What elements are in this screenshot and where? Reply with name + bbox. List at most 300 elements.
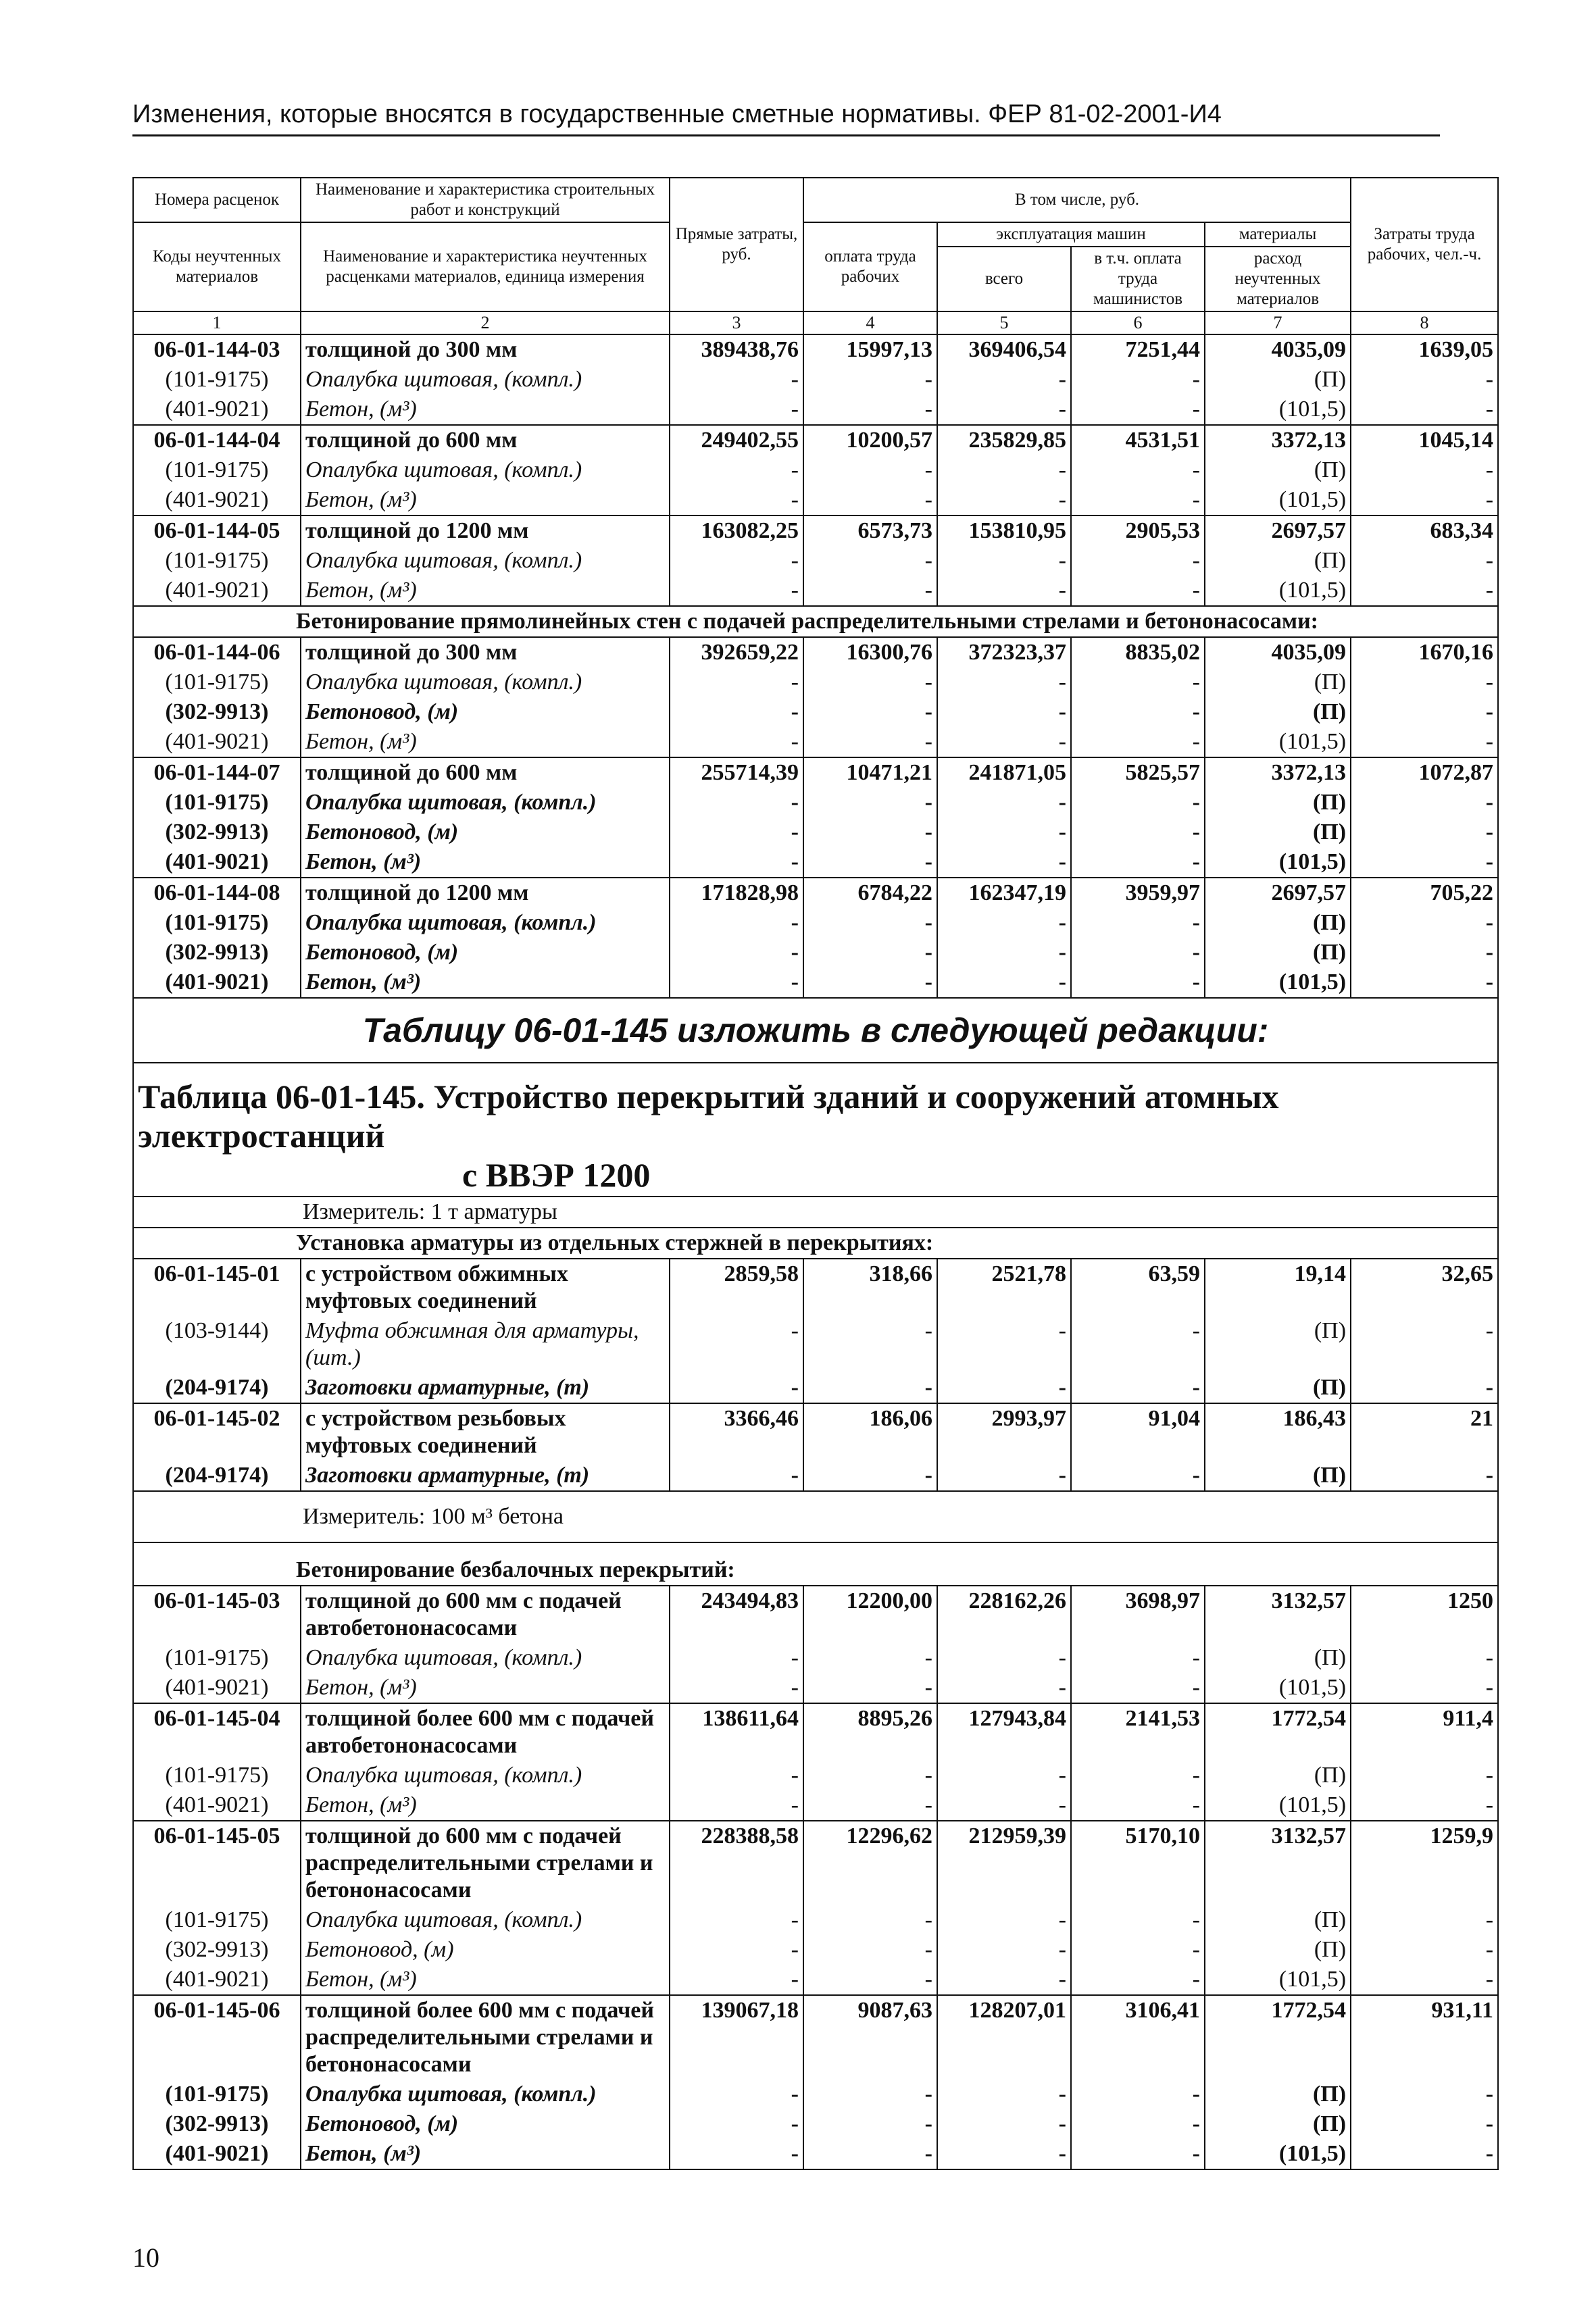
machinist-pay: 8835,02 <box>1071 637 1205 668</box>
rate-code: (302-9913) <box>133 938 301 967</box>
direct-costs: - <box>670 1790 803 1821</box>
worker-pay: 318,66 <box>803 1259 937 1316</box>
labor-hours: - <box>1351 1965 1498 1995</box>
worker-pay: - <box>803 1316 937 1373</box>
direct-costs: - <box>670 576 803 606</box>
col-num: 3 <box>670 311 803 334</box>
material-row <box>133 2109 1498 2139</box>
worker-pay: 8895,26 <box>803 1703 937 1761</box>
rate-row <box>133 1259 1498 1316</box>
labor-hours: - <box>1351 938 1498 967</box>
material-row <box>133 697 1498 727</box>
machines-total: - <box>937 1673 1071 1703</box>
machinist-pay: - <box>1071 908 1205 938</box>
rate-name: Опалубка щитовая, (компл.) <box>301 788 670 818</box>
direct-costs: 139067,18 <box>670 1995 803 2080</box>
direct-costs: - <box>670 1461 803 1491</box>
worker-pay: - <box>803 2109 937 2139</box>
labor-hours: - <box>1351 395 1498 425</box>
rates-table-wrapper <box>132 177 1497 2170</box>
rate-code: 06-01-144-04 <box>133 425 301 455</box>
worker-pay: 10471,21 <box>803 757 937 788</box>
col1-head-b: Коды неучтенных материалов <box>133 222 301 311</box>
machinist-pay: - <box>1071 455 1205 485</box>
materials: (П) <box>1205 1461 1351 1491</box>
rate-code: 06-01-145-02 <box>133 1403 301 1461</box>
machines-total: - <box>937 668 1071 697</box>
machines-total: - <box>937 2080 1071 2109</box>
machinist-pay: 4531,51 <box>1071 425 1205 455</box>
table-title <box>133 1063 1498 1197</box>
edit-note: Таблицу 06-01-145 изложить в следующей редакции: <box>133 998 1498 1063</box>
machinist-pay: - <box>1071 697 1205 727</box>
col3-head: Прямые затраты, руб. <box>670 178 803 311</box>
col4-head: оплата труда рабочих <box>803 222 937 311</box>
machinist-pay: 2141,53 <box>1071 1703 1205 1761</box>
rate-code: 06-01-144-07 <box>133 757 301 788</box>
rate-name: Бетон, (м³) <box>301 727 670 757</box>
rate-code: (401-9021) <box>133 847 301 878</box>
machinist-pay: 5825,57 <box>1071 757 1205 788</box>
material-row <box>133 1761 1498 1790</box>
col-num: 5 <box>937 311 1071 334</box>
worker-pay: - <box>803 1761 937 1790</box>
rate-code: (401-9021) <box>133 727 301 757</box>
direct-costs: - <box>670 938 803 967</box>
rate-code: (401-9021) <box>133 1965 301 1995</box>
rate-name: Бетон, (м³) <box>301 847 670 878</box>
machines-total: 153810,95 <box>937 515 1071 546</box>
machinist-pay: 3698,97 <box>1071 1586 1205 1643</box>
machinist-pay: - <box>1071 1790 1205 1821</box>
col7-head: расход неучтенных материалов <box>1205 247 1351 311</box>
rate-name: толщиной до 600 мм <box>301 757 670 788</box>
worker-pay: - <box>803 967 937 998</box>
machines-total: 369406,54 <box>937 334 1071 365</box>
rate-name: Бетон, (м³) <box>301 1673 670 1703</box>
worker-pay: - <box>803 1905 937 1935</box>
materials: 3132,57 <box>1205 1586 1351 1643</box>
worker-pay: 12296,62 <box>803 1821 937 1905</box>
rate-name: Бетон, (м³) <box>301 395 670 425</box>
machines-total: - <box>937 1373 1071 1403</box>
direct-costs: 163082,25 <box>670 515 803 546</box>
labor-hours: 1072,87 <box>1351 757 1498 788</box>
machines-total: 228162,26 <box>937 1586 1071 1643</box>
table-title-line2: с ВВЭР 1200 <box>462 1156 651 1194</box>
rate-row <box>133 1403 1498 1461</box>
rate-name: Заготовки арматурные, (т) <box>301 1461 670 1491</box>
rate-code: (401-9021) <box>133 2139 301 2169</box>
rate-name: Опалубка щитовая, (компл.) <box>301 668 670 697</box>
worker-pay: - <box>803 938 937 967</box>
rate-code: 06-01-144-08 <box>133 878 301 908</box>
labor-hours: - <box>1351 1373 1498 1403</box>
rate-code: 06-01-144-06 <box>133 637 301 668</box>
table-title-line1: Таблица 06-01-145. Устройство перекрытий зданий и сооружений атомных электростанций <box>138 1078 1279 1155</box>
machinist-pay: - <box>1071 1316 1205 1373</box>
section-heading: Бетонирование безбалочных перекрытий: <box>133 1542 1498 1586</box>
machinist-pay: - <box>1071 727 1205 757</box>
materials: (101,5) <box>1205 1790 1351 1821</box>
worker-pay: - <box>803 1965 937 1995</box>
col6-head: в т.ч. оплата труда машинистов <box>1071 247 1205 311</box>
labor-hours: 1639,05 <box>1351 334 1498 365</box>
col-num: 8 <box>1351 311 1498 334</box>
worker-pay: - <box>803 908 937 938</box>
materials: 3372,13 <box>1205 425 1351 455</box>
materials: (П) <box>1205 668 1351 697</box>
labor-hours: - <box>1351 847 1498 878</box>
rate-name: толщиной до 300 мм <box>301 334 670 365</box>
materials: (101,5) <box>1205 2139 1351 2169</box>
direct-costs: - <box>670 546 803 576</box>
labor-hours: - <box>1351 1673 1498 1703</box>
rate-code: (101-9175) <box>133 365 301 395</box>
rate-code: (302-9913) <box>133 818 301 847</box>
worker-pay: - <box>803 2139 937 2169</box>
machines-total: - <box>937 546 1071 576</box>
labor-hours: - <box>1351 365 1498 395</box>
rate-row <box>133 878 1498 908</box>
measure-unit-2: Измеритель: 100 м³ бетона <box>133 1491 1498 1542</box>
materials: (П) <box>1205 1905 1351 1935</box>
rate-code: (103-9144) <box>133 1316 301 1373</box>
labor-hours: 683,34 <box>1351 515 1498 546</box>
machines-total: - <box>937 727 1071 757</box>
machinist-pay: - <box>1071 1643 1205 1673</box>
rate-row <box>133 425 1498 455</box>
worker-pay: - <box>803 1935 937 1965</box>
machines-head: эксплуатация машин <box>937 222 1205 247</box>
machinist-pay: - <box>1071 2109 1205 2139</box>
machines-total: - <box>937 576 1071 606</box>
direct-costs: - <box>670 2139 803 2169</box>
labor-hours: - <box>1351 1935 1498 1965</box>
direct-costs: - <box>670 818 803 847</box>
materials: (П) <box>1205 788 1351 818</box>
machines-total: - <box>937 847 1071 878</box>
worker-pay: 6573,73 <box>803 515 937 546</box>
labor-hours: - <box>1351 455 1498 485</box>
labor-hours: - <box>1351 546 1498 576</box>
labor-hours: 1045,14 <box>1351 425 1498 455</box>
labor-hours: - <box>1351 697 1498 727</box>
worker-pay: - <box>803 788 937 818</box>
rate-code: (204-9174) <box>133 1461 301 1491</box>
machines-total: - <box>937 1790 1071 1821</box>
material-row <box>133 485 1498 515</box>
material-row <box>133 967 1498 998</box>
direct-costs: 138611,64 <box>670 1703 803 1761</box>
worker-pay: - <box>803 2080 937 2109</box>
labor-hours: - <box>1351 727 1498 757</box>
materials: (П) <box>1205 365 1351 395</box>
direct-costs: - <box>670 1673 803 1703</box>
col2-head-a: Наименование и характеристика строительных работ и конструкций <box>301 178 670 222</box>
machines-total: 235829,85 <box>937 425 1071 455</box>
material-row <box>133 908 1498 938</box>
labor-hours: 705,22 <box>1351 878 1498 908</box>
rate-code: (302-9913) <box>133 697 301 727</box>
col5-head: всего <box>937 247 1071 311</box>
rate-row <box>133 1586 1498 1643</box>
machines-total: - <box>937 788 1071 818</box>
direct-costs: - <box>670 395 803 425</box>
page-number: 10 <box>132 2242 159 2273</box>
worker-pay: - <box>803 1790 937 1821</box>
rate-name: Опалубка щитовая, (компл.) <box>301 455 670 485</box>
labor-hours: 931,11 <box>1351 1995 1498 2080</box>
machines-total: - <box>937 818 1071 847</box>
machines-total: - <box>937 395 1071 425</box>
machinist-pay: 2905,53 <box>1071 515 1205 546</box>
materials: (П) <box>1205 2109 1351 2139</box>
materials: (П) <box>1205 697 1351 727</box>
rate-row <box>133 515 1498 546</box>
rate-code: (101-9175) <box>133 1643 301 1673</box>
direct-costs: - <box>670 1316 803 1373</box>
labor-hours: - <box>1351 1790 1498 1821</box>
rate-code: (302-9913) <box>133 2109 301 2139</box>
machines-total: 372323,37 <box>937 637 1071 668</box>
material-row <box>133 668 1498 697</box>
labor-hours: 32,65 <box>1351 1259 1498 1316</box>
materials: 1772,54 <box>1205 1703 1351 1761</box>
rate-code: (101-9175) <box>133 455 301 485</box>
machines-total: 162347,19 <box>937 878 1071 908</box>
material-row <box>133 1373 1498 1403</box>
worker-pay: 9087,63 <box>803 1995 937 2080</box>
machines-total: - <box>937 1461 1071 1491</box>
rate-code: (401-9021) <box>133 485 301 515</box>
machines-total: 127943,84 <box>937 1703 1071 1761</box>
machines-total: 241871,05 <box>937 757 1071 788</box>
rate-name: Бетон, (м³) <box>301 1965 670 1995</box>
table-body-part4 <box>133 1586 1498 2169</box>
machinist-pay: 91,04 <box>1071 1403 1205 1461</box>
machines-total: - <box>937 1643 1071 1673</box>
rate-name: Муфта обжимная для арматуры, (шт.) <box>301 1316 670 1373</box>
machines-total: - <box>937 1761 1071 1790</box>
direct-costs: - <box>670 365 803 395</box>
labor-hours: - <box>1351 1461 1498 1491</box>
machinist-pay: - <box>1071 2080 1205 2109</box>
materials: (П) <box>1205 1643 1351 1673</box>
materials: (101,5) <box>1205 847 1351 878</box>
rate-name: Бетон, (м³) <box>301 576 670 606</box>
machinist-pay: - <box>1071 818 1205 847</box>
table-head <box>133 178 1498 334</box>
rate-code: (101-9175) <box>133 908 301 938</box>
rate-code: 06-01-145-05 <box>133 1821 301 1905</box>
rate-code: (401-9021) <box>133 1673 301 1703</box>
machinist-pay: 7251,44 <box>1071 334 1205 365</box>
materials: (101,5) <box>1205 1965 1351 1995</box>
direct-costs: 2859,58 <box>670 1259 803 1316</box>
machines-total: - <box>937 365 1071 395</box>
rate-name: с устройством резьбовых муфтовых соединений <box>301 1403 670 1461</box>
rate-name: Опалубка щитовая, (компл.) <box>301 1905 670 1935</box>
table-body-part3 <box>133 1259 1498 1491</box>
direct-costs: 389438,76 <box>670 334 803 365</box>
worker-pay: 16300,76 <box>803 637 937 668</box>
direct-costs: - <box>670 727 803 757</box>
material-row <box>133 1905 1498 1935</box>
direct-costs: - <box>670 485 803 515</box>
rate-name: Бетон, (м³) <box>301 2139 670 2169</box>
rate-row <box>133 334 1498 365</box>
rate-name: Бетон, (м³) <box>301 967 670 998</box>
rate-name: Бетоновод, (м) <box>301 938 670 967</box>
machinist-pay: - <box>1071 847 1205 878</box>
materials: (П) <box>1205 1761 1351 1790</box>
rate-name: толщиной более 600 мм с подачей автобетононасосами <box>301 1703 670 1761</box>
worker-pay: - <box>803 1373 937 1403</box>
worker-pay: - <box>803 847 937 878</box>
machinist-pay: - <box>1071 2139 1205 2169</box>
worker-pay: - <box>803 485 937 515</box>
edit-note-block <box>133 998 1498 1259</box>
worker-pay: - <box>803 697 937 727</box>
material-row <box>133 455 1498 485</box>
material-row <box>133 395 1498 425</box>
machinist-pay: - <box>1071 1935 1205 1965</box>
machinist-pay: - <box>1071 1761 1205 1790</box>
materials: 3372,13 <box>1205 757 1351 788</box>
rate-name: толщиной более 600 мм с подачей распределительными стрелами и бетононасосами <box>301 1995 670 2080</box>
direct-costs: - <box>670 908 803 938</box>
labor-hours: 21 <box>1351 1403 1498 1461</box>
rate-name: Бетоновод, (м) <box>301 818 670 847</box>
incl-head: В том числе, руб. <box>803 178 1351 222</box>
rate-name: Опалубка щитовая, (компл.) <box>301 1643 670 1673</box>
material-row <box>133 576 1498 606</box>
materials: (П) <box>1205 938 1351 967</box>
direct-costs: 3366,46 <box>670 1403 803 1461</box>
material-row <box>133 727 1498 757</box>
rate-code: 06-01-145-01 <box>133 1259 301 1316</box>
rate-code: 06-01-145-06 <box>133 1995 301 2080</box>
labor-hours: - <box>1351 1316 1498 1373</box>
rate-code: (101-9175) <box>133 1905 301 1935</box>
material-row <box>133 365 1498 395</box>
rate-row <box>133 757 1498 788</box>
machines-total: - <box>937 455 1071 485</box>
direct-costs: - <box>670 455 803 485</box>
rate-row <box>133 1703 1498 1761</box>
table-body-part2 <box>133 637 1498 998</box>
material-row <box>133 1643 1498 1673</box>
labor-hours: - <box>1351 2080 1498 2109</box>
materials: 4035,09 <box>1205 637 1351 668</box>
worker-pay: - <box>803 727 937 757</box>
machinist-pay: - <box>1071 1673 1205 1703</box>
col-num: 1 <box>133 311 301 334</box>
labor-hours: - <box>1351 668 1498 697</box>
rate-code: (101-9175) <box>133 788 301 818</box>
direct-costs: 392659,22 <box>670 637 803 668</box>
section-heading: Бетонирование прямолинейных стен с подачей распределительными стрелами и бетононасосами: <box>133 606 1498 637</box>
machines-total: - <box>937 1965 1071 1995</box>
col-num: 2 <box>301 311 670 334</box>
materials: (101,5) <box>1205 395 1351 425</box>
machinist-pay: - <box>1071 365 1205 395</box>
labor-hours: - <box>1351 818 1498 847</box>
materials: (П) <box>1205 2080 1351 2109</box>
machinist-pay: - <box>1071 546 1205 576</box>
material-row <box>133 546 1498 576</box>
materials: 1772,54 <box>1205 1995 1351 2080</box>
machines-total: - <box>937 938 1071 967</box>
labor-hours: - <box>1351 1761 1498 1790</box>
worker-pay: 12200,00 <box>803 1586 937 1643</box>
worker-pay: - <box>803 546 937 576</box>
rate-code: (401-9021) <box>133 576 301 606</box>
material-row <box>133 847 1498 878</box>
labor-hours: - <box>1351 908 1498 938</box>
material-row <box>133 1935 1498 1965</box>
direct-costs: 255714,39 <box>670 757 803 788</box>
machinist-pay: - <box>1071 1373 1205 1403</box>
worker-pay: 15997,13 <box>803 334 937 365</box>
col8-head: Затраты труда рабочих, чел.-ч. <box>1351 178 1498 311</box>
direct-costs: - <box>670 847 803 878</box>
direct-costs: - <box>670 2080 803 2109</box>
rate-name: с устройством обжимных муфтовых соединений <box>301 1259 670 1316</box>
rate-code: 06-01-145-04 <box>133 1703 301 1761</box>
rate-row <box>133 1821 1498 1905</box>
materials: (101,5) <box>1205 576 1351 606</box>
material-row <box>133 1965 1498 1995</box>
labor-hours: - <box>1351 1643 1498 1673</box>
materials: (П) <box>1205 546 1351 576</box>
labor-hours: - <box>1351 967 1498 998</box>
machines-total: - <box>937 1905 1071 1935</box>
rate-code: (401-9021) <box>133 967 301 998</box>
direct-costs: 243494,83 <box>670 1586 803 1643</box>
direct-costs: 228388,58 <box>670 1821 803 1905</box>
materials: (П) <box>1205 818 1351 847</box>
machines-total: 2993,97 <box>937 1403 1071 1461</box>
machinist-pay: 5170,10 <box>1071 1821 1205 1905</box>
machines-total: 212959,39 <box>937 1821 1071 1905</box>
machinist-pay: 3106,41 <box>1071 1995 1205 2080</box>
material-row <box>133 818 1498 847</box>
labor-hours: - <box>1351 1905 1498 1935</box>
col-num: 7 <box>1205 311 1351 334</box>
material-row <box>133 938 1498 967</box>
labor-hours: 1259,9 <box>1351 1821 1498 1905</box>
machines-total: - <box>937 908 1071 938</box>
rate-code: 06-01-144-03 <box>133 334 301 365</box>
rate-row <box>133 637 1498 668</box>
machinist-pay: - <box>1071 668 1205 697</box>
worker-pay: - <box>803 1673 937 1703</box>
rate-name: толщиной до 300 мм <box>301 637 670 668</box>
labor-hours: - <box>1351 485 1498 515</box>
rate-name: толщиной до 1200 мм <box>301 878 670 908</box>
rate-name: толщиной до 600 мм <box>301 425 670 455</box>
materials: (П) <box>1205 1316 1351 1373</box>
machines-total: - <box>937 485 1071 515</box>
machines-total: - <box>937 697 1071 727</box>
rate-name: толщиной до 600 мм с подачей распределительными стрелами и бетононасосами <box>301 1821 670 1905</box>
machinist-pay: - <box>1071 1461 1205 1491</box>
machinist-pay: - <box>1071 395 1205 425</box>
rate-name: толщиной до 1200 мм <box>301 515 670 546</box>
materials: 2697,57 <box>1205 878 1351 908</box>
